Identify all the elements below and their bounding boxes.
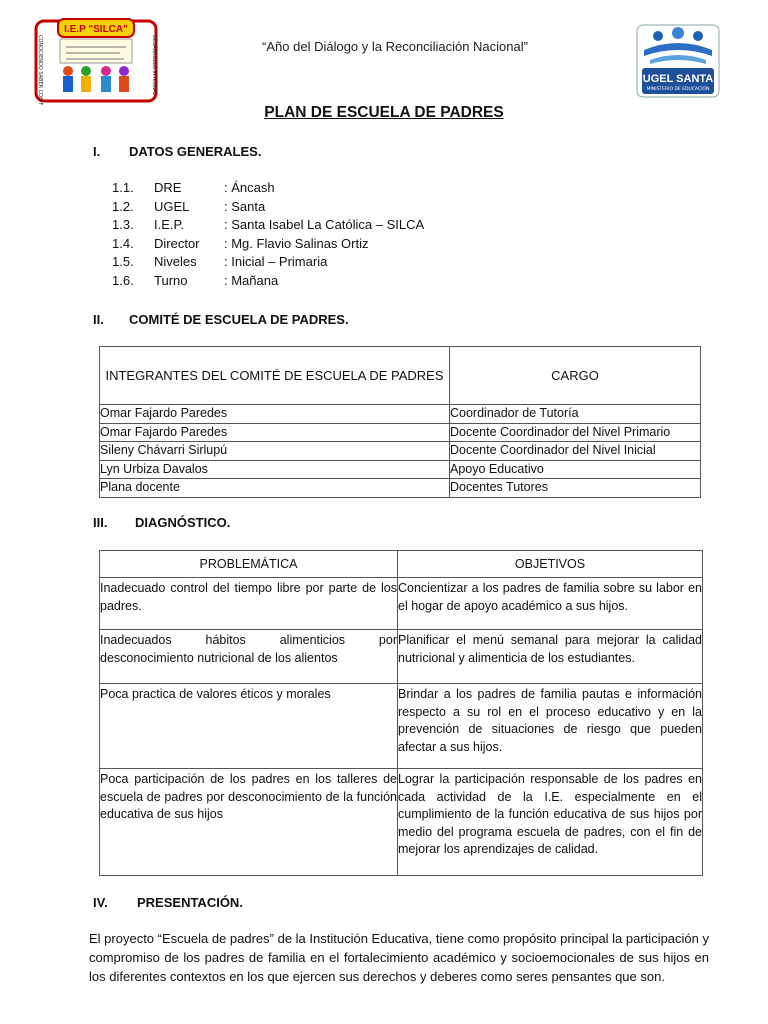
table-row	[100, 769, 703, 876]
member-cell: Plana docente	[100, 479, 450, 498]
item-number: 1.3.	[112, 217, 134, 233]
problem-cell: Inadecuados hábitos alimenticios por desconocimiento nutricional de los alientos	[100, 630, 398, 684]
school-logo-text: I.E.P "SILCA"	[64, 24, 128, 35]
role-cell: Docentes Tutores	[450, 479, 701, 498]
item-number: 1.5.	[112, 254, 134, 270]
item-key: DRE	[154, 180, 182, 195]
member-cell: Lyn Urbiza Davalos	[100, 460, 450, 479]
diagnosis-table	[99, 550, 703, 876]
presentation-paragraph: El proyecto “Escuela de padres” de la Institución Educativa, tiene como propósito principal la participación y compromiso de los padres de familia en el fortalecimiento académico y socioemocionales de sus hijos en los diferentes contextos en los que ejercen sus derechos y deberes como seres pensantes que son.	[89, 931, 710, 984]
item-number: 1.1.	[112, 180, 134, 195]
section-3-number: III.	[93, 515, 108, 530]
item-key: Turno	[154, 272, 188, 288]
member-cell: Sileny Chávarri Sirlupú	[100, 442, 450, 461]
ugel-logo-subtext: MINISTERIO DE EDUCACIÓN	[646, 87, 710, 92]
table-row	[100, 460, 701, 479]
school-logo	[30, 15, 162, 105]
item-value: : Mañana	[224, 272, 279, 288]
item-key: Niveles	[154, 254, 197, 270]
item-value: : Áncash	[224, 180, 275, 195]
general-data-item	[112, 179, 424, 198]
table-row	[100, 684, 703, 769]
column-header-problem: PROBLEMÁTICA	[100, 551, 398, 578]
objective-cell: Lograr la participación responsable de los padres en cada actividad de la I.E. especialmente en el cumplimiento de la función educativa de sus hijos por medio del programa escuela de padres, con el fin de mejorar los aprendizajes de calidad.	[398, 769, 703, 876]
table-row	[100, 442, 701, 461]
section-2-number: II.	[93, 312, 104, 327]
table-row	[100, 479, 701, 498]
document-title-text: PLAN DE ESCUELA DE PADRES	[264, 104, 504, 121]
role-cell: Apoyo Educativo	[450, 460, 701, 479]
general-data-item	[112, 216, 424, 235]
section-1-heading	[93, 144, 261, 159]
section-1-title: DATOS GENERALES.	[129, 144, 262, 159]
general-data-item	[112, 272, 424, 291]
section-2-heading	[93, 312, 349, 327]
role-cell: Coordinador de Tutoría	[450, 405, 701, 424]
item-value: : Santa Isabel La Católica – SILCA	[224, 217, 425, 233]
role-cell: Docente Coordinador del Nivel Inicial	[450, 442, 701, 461]
item-value: : Mg. Flavio Salinas Ortiz	[224, 235, 369, 251]
section-4-number: IV.	[93, 895, 108, 910]
section-3-title: DIAGNÓSTICO.	[135, 515, 231, 530]
member-cell: Omar Fajardo Paredes	[100, 405, 450, 424]
column-header-objectives: OBJETIVOS	[398, 551, 703, 578]
table-row	[100, 423, 701, 442]
member-cell: Omar Fajardo Paredes	[100, 423, 450, 442]
item-value: : Santa	[224, 198, 266, 214]
committee-table	[99, 346, 701, 498]
objective-cell: Brindar a los padres de familia pautas e información respecto a su rol en el proceso educativo y en la prevención de situaciones de riesgo que pueden afectar a sus hijos.	[398, 684, 703, 769]
section-3-heading	[93, 515, 230, 530]
ugel-logo	[636, 24, 720, 98]
national-motto: “Año del Diálogo y la Reconciliación Nacional”	[262, 39, 528, 54]
section-1-number: I.	[93, 144, 101, 159]
item-key: UGEL	[154, 198, 190, 214]
general-data-item	[112, 235, 424, 254]
table-row	[100, 578, 703, 630]
table-header-row	[100, 347, 701, 405]
column-header-members: INTEGRANTES DEL COMITÉ DE ESCUELA DE PADRES	[100, 347, 450, 405]
table-header-row	[100, 551, 703, 578]
objective-cell: Planificar el menú semanal para mejorar la calidad nutricional y alimenticia de los estudiantes.	[398, 630, 703, 684]
item-key: I.E.P.	[154, 217, 185, 233]
table-row	[100, 405, 701, 424]
general-data-item	[112, 253, 424, 272]
item-number: 1.6.	[112, 272, 134, 288]
document-title	[0, 104, 768, 122]
objective-cell: Concientizar a los padres de familia sobre su labor en el hogar de apoyo académico a sus hijos.	[398, 578, 703, 630]
item-key: Director	[154, 235, 200, 251]
section-2-title: COMITÉ DE ESCUELA DE PADRES.	[129, 312, 349, 327]
section-4-title: PRESENTACIÓN.	[137, 895, 243, 910]
problem-cell: Poca practica de valores éticos y morales	[100, 684, 398, 769]
general-data-list	[112, 179, 424, 291]
section-4-heading	[93, 895, 243, 910]
problem-cell: Inadecuado control del tiempo libre por parte de los padres.	[100, 578, 398, 630]
school-logo-ring-left: CONOCIENDO SABER CON FE	[37, 35, 43, 105]
item-value: : Inicial – Primaria	[224, 254, 328, 270]
role-cell: Docente Coordinador del Nivel Primario	[450, 423, 701, 442]
general-data-item	[112, 198, 424, 217]
school-logo-ring-right: DESARROLLO INTEGRAL	[151, 35, 157, 96]
column-header-role: CARGO	[450, 347, 701, 405]
table-row	[100, 630, 703, 684]
ugel-logo-text: UGEL SANTA	[642, 73, 714, 85]
problem-cell: Poca participación de los padres en los talleres de escuela de padres por desconocimiento de la función educativa de sus hijos	[100, 769, 398, 876]
item-number: 1.4.	[112, 235, 134, 251]
item-number: 1.2.	[112, 198, 134, 214]
